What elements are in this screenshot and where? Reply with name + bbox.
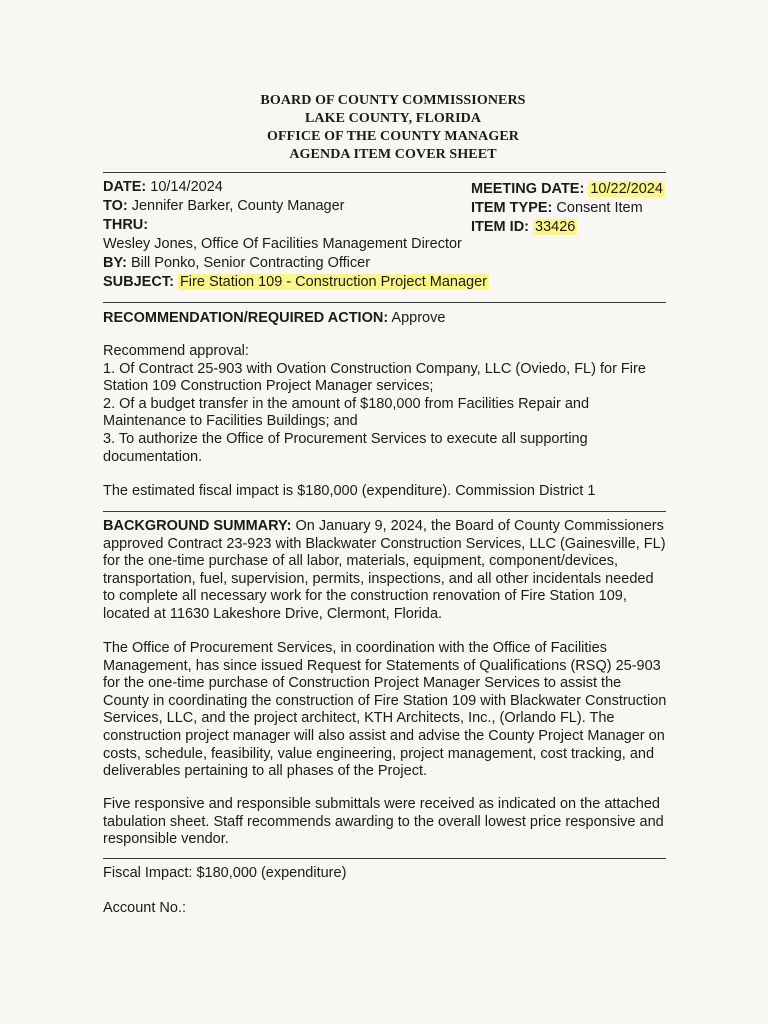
background-line: transportation, fuel, supervision, permits, inspections, and all other incidentals needed <box>103 570 654 587</box>
masthead-line-county: LAKE COUNTY, FLORIDA <box>304 111 482 126</box>
recommendation-line: 3. To authorize the Office of Procurement Services to execute all supporting <box>103 430 588 447</box>
recommendation-value: Approve <box>391 310 446 326</box>
item-id-row <box>471 218 577 236</box>
account-number-label: Account No.: <box>103 900 187 916</box>
recommendation-body <box>103 343 669 466</box>
subject-value: Fire Station 109 - Construction Project Manager <box>179 274 488 290</box>
item-type-row <box>471 199 643 217</box>
by-row <box>103 254 370 272</box>
recommendation-line: documentation. <box>103 448 203 465</box>
background-first-line <box>103 518 669 536</box>
background-line: approved Contract 23-923 with Blackwater Construction Services, LLC (Gainesville, FL) <box>103 535 666 552</box>
divider-background <box>103 858 666 859</box>
fiscal-impact: Fiscal Impact: $180,000 (expenditure) <box>103 865 347 881</box>
recommendation-line: Station 109 Construction Project Manager services; <box>103 378 434 395</box>
recommendation-label: RECOMMENDATION/REQUIRED ACTION: <box>103 310 389 326</box>
background-line: Services, LLC, and the project architect, KTH Architects, Inc., (Orlando FL). The <box>103 710 615 727</box>
masthead-line-office: OFFICE OF THE COUNTY MANAGER <box>267 129 519 144</box>
background-line: to complete all necessary work for the construction renovation of Fire Station 109, <box>103 588 627 605</box>
date-label: DATE: <box>103 179 147 195</box>
background-line: costs, schedule, feasibility, value engineering, project management, cost tracking, and <box>103 745 655 762</box>
background-paragraph-3 <box>103 796 669 849</box>
background-paragraph-2 <box>103 640 669 781</box>
background-paragraph-1 <box>103 518 669 624</box>
recommendation-line: Maintenance to Facilities Buildings; and <box>103 413 358 430</box>
background-line: responsible vendor. <box>103 831 229 848</box>
to-label: TO: <box>103 198 128 214</box>
subject-label: SUBJECT: <box>103 274 174 290</box>
fiscal-impact-line <box>103 864 346 882</box>
background-line: deliverables pertaining to all phases of the Project. <box>103 763 428 780</box>
estimated-fiscal-impact <box>103 482 595 500</box>
background-line: construction project manager will also assist and advise the County Project Manager on <box>103 727 665 744</box>
recommendation-intro: Recommend approval: <box>103 343 249 359</box>
thru-value-row <box>103 235 462 253</box>
recommendation-line: 2. Of a budget transfer in the amount of $180,000 from Facilities Repair and <box>103 395 590 412</box>
background-line: for the one-time purchase of all labor, materials, equipment, component/devices, <box>103 553 619 570</box>
item-type-value: Consent Item <box>556 200 643 216</box>
fiscal-note: The estimated fiscal impact is $180,000 (expenditure). Commission District 1 <box>103 483 596 499</box>
background-line: Five responsive and responsible submittals were received as indicated on the attached <box>103 796 660 812</box>
item-type-label: ITEM TYPE: <box>471 200 553 216</box>
to-row <box>103 197 345 215</box>
meeting-date-label: MEETING DATE: <box>471 181 585 197</box>
recommendation-line: 1. Of Contract 25-903 with Ovation Construction Company, LLC (Oviedo, FL) for Fire <box>103 360 646 377</box>
masthead-line-title: AGENDA ITEM COVER SHEET <box>289 147 497 162</box>
account-number-line <box>103 899 186 917</box>
background-line: for the one-time purchase of Construction Project Manager Services to assist the <box>103 675 622 692</box>
to-value: Jennifer Barker, County Manager <box>131 198 345 214</box>
divider-subject <box>103 302 666 303</box>
divider-recommendation <box>103 511 666 512</box>
background-line: located at 11630 Lakeshore Drive, Clermont, Florida. <box>103 605 443 622</box>
background-line: County in coordinating the construction of Fire Station 109 with Blackwater Construction <box>103 692 667 709</box>
meeting-date-value: 10/22/2024 <box>590 181 663 197</box>
thru-value: Wesley Jones, Office Of Facilities Management Director <box>103 236 462 252</box>
date-value: 10/14/2024 <box>150 179 223 195</box>
background-line: tabulation sheet. Staff recommends awarding to the overall lowest price responsive and <box>103 813 664 830</box>
thru-label: THRU: <box>103 217 149 233</box>
subject-row <box>103 273 489 291</box>
by-label: BY: <box>103 255 127 271</box>
document-masthead <box>0 92 768 164</box>
recommendation-heading <box>103 309 445 327</box>
background-line: The Office of Procurement Services, in coordination with the Office of Facilities <box>103 640 607 656</box>
meeting-date-row <box>471 180 665 198</box>
by-value: Bill Ponko, Senior Contracting Officer <box>130 255 371 271</box>
background-label: BACKGROUND SUMMARY: <box>103 518 292 534</box>
background-first-text: On January 9, 2024, the Board of County Commissioners <box>295 518 664 534</box>
item-id-label: ITEM ID: <box>471 219 529 235</box>
masthead-line-board: BOARD OF COUNTY COMMISSIONERS <box>260 93 526 108</box>
date-row <box>103 178 223 196</box>
divider-top <box>103 172 666 173</box>
item-id-value: 33426 <box>535 219 576 235</box>
thru-row <box>103 216 148 234</box>
background-line: Management, has since issued Request for Statements of Qualifications (RSQ) 25-903 <box>103 657 661 674</box>
